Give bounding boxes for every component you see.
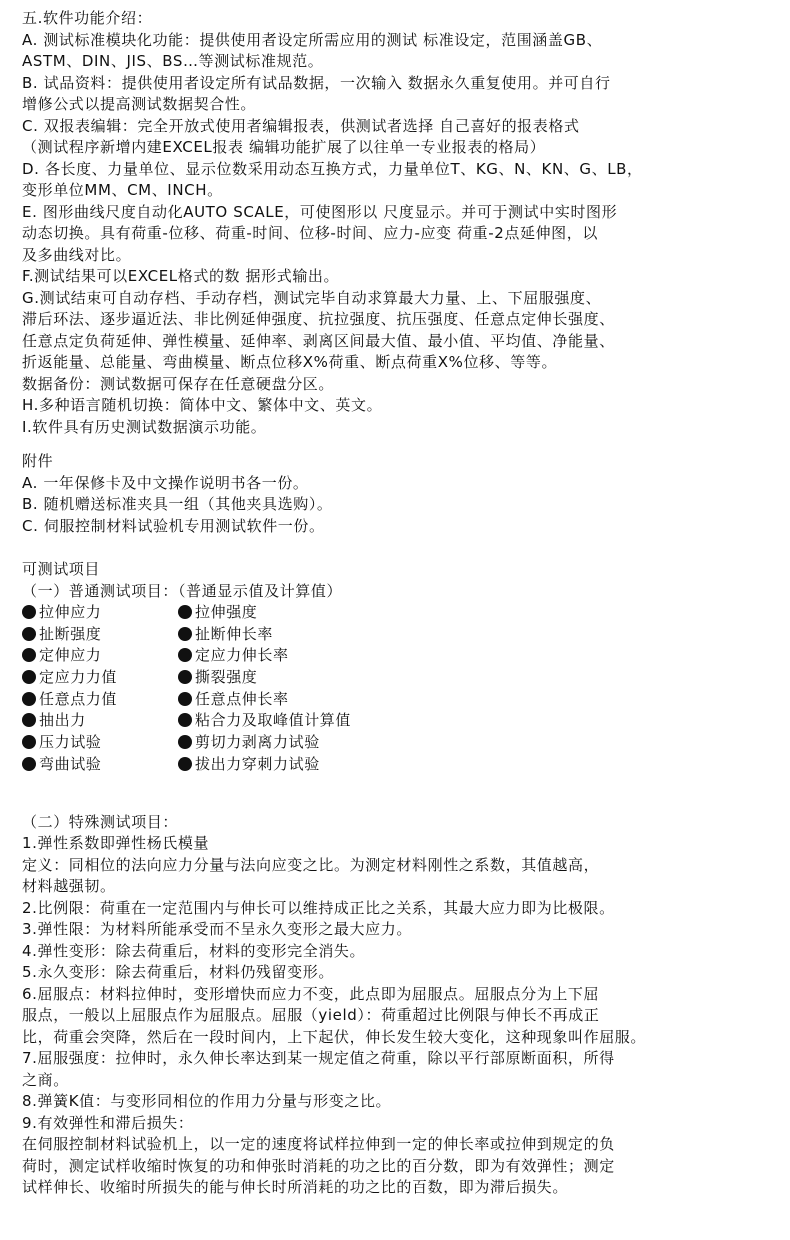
test-item-label: 拔出力穿刺力试验 — [195, 754, 320, 773]
bullet-icon — [178, 670, 192, 684]
test-item — [178, 732, 786, 754]
bullet-icon — [22, 692, 36, 706]
bullet-icon — [22, 648, 36, 662]
special-item-line: 荷时，测定试样收缩时恢复的功和伸张时消耗的功之比的百分数，即为有效弹性；测定 — [22, 1156, 615, 1175]
special-item-line: 9.有效弹性和滞后损失： — [22, 1113, 194, 1132]
features-list — [22, 30, 786, 439]
special-item-line: 在伺服控制材料试验机上，以一定的速度将试样拉伸到一定的伸长率或拉伸到规定的负 — [22, 1135, 615, 1153]
test-item — [178, 602, 786, 624]
special-item-line: 服点，一般以上屈服点作为屈服点。屈服（yield）：荷重超过比例限与伸长不再成正 — [22, 1006, 600, 1024]
attachment-line: C. 伺服控制材料试验机专用测试软件一份。 — [22, 516, 325, 535]
software-features-section — [22, 8, 786, 438]
bullet-icon — [178, 757, 192, 771]
bullet-icon — [178, 692, 192, 706]
bullet-icon — [178, 713, 192, 727]
special-item-line: 之商。 — [22, 1070, 69, 1089]
bullet-icon — [22, 627, 36, 641]
test-item-label: 定应力力值 — [39, 668, 118, 687]
feature-line: （测试程序新增内建EXCEL报表 编辑功能扩展了以往单一专业报表的格局） — [22, 138, 546, 156]
test-item — [22, 602, 178, 624]
test-item-label: 扯断强度 — [39, 624, 102, 643]
test-item-label: 弯曲试验 — [39, 754, 102, 773]
attachment-line: B. 随机赠送标准夹具一组（其他夹具选购）。 — [22, 495, 333, 513]
section-heading: 可测试项目 — [22, 560, 101, 578]
attachments-section — [22, 451, 786, 537]
test-item-label: 拉伸强度 — [195, 603, 258, 621]
special-item-line: 3.弹性限：为材料所能承受而不呈永久变形之最大应力。 — [22, 920, 412, 938]
general-test-items-grid — [22, 602, 786, 776]
bullet-icon — [178, 648, 192, 662]
test-item — [178, 754, 786, 776]
special-item-line: 6.屈服点：材料拉伸时，变形增快而应力不变，此点即为屈服点。屈服点分为上下屈 — [22, 984, 600, 1003]
subsection-heading: （一）普通测试项目：（普通显示值及计算值） — [22, 581, 343, 600]
test-item — [22, 667, 178, 689]
special-item-line: 定义：同相位的法向应力分量与法向应变之比。为测定材料刚性之系数，其值越高， — [22, 855, 600, 874]
feature-line: 动态切换。具有荷重-位移、荷重-时间、位移-时间、应力-应变 荷重-2点延伸图，以 — [22, 224, 598, 242]
feature-line: C. 双报表编辑：完全开放式使用者编辑报表，供测试者选择 自己喜好的报表格式 — [22, 116, 580, 135]
section-heading: 五.软件功能介绍： — [22, 9, 153, 27]
special-items-list — [22, 833, 786, 1199]
test-item — [178, 645, 786, 667]
feature-line: 任意点定负荷延伸、弹性模量、延伸率、剥离区间最大值、最小值、平均值、净能量、 — [22, 331, 615, 350]
feature-line: B. 试品资料：提供使用者设定所有试品数据，一次输入 数据永久重复使用。并可自行 — [22, 73, 611, 92]
test-item — [22, 754, 178, 776]
subsection-heading: （二）特殊测试项目： — [22, 812, 179, 831]
section-heading: 附件 — [22, 452, 54, 470]
feature-line: A. 测试标准模块化功能：提供使用者设定所需应用的测试 标准设定，范围涵盖GB、 — [22, 30, 603, 49]
test-item — [22, 624, 178, 646]
bullet-icon — [178, 605, 192, 619]
test-item-label: 扯断伸长率 — [195, 624, 274, 643]
test-item-label: 压力试验 — [39, 733, 102, 752]
special-item-line: 5.永久变形：除去荷重后，材料仍残留变形。 — [22, 963, 334, 981]
bullet-icon — [22, 735, 36, 749]
document-page — [22, 8, 786, 1199]
bullet-icon — [22, 670, 36, 684]
test-item — [178, 689, 786, 711]
special-item-line: 2.比例限：荷重在一定范围内与伸长可以维持成正比之关系，其最大应力即为比极限。 — [22, 898, 615, 917]
feature-line: G.测试结束可自动存档、手动存档，测试完毕自动求算最大力量、上、下屈服强度、 — [22, 288, 602, 307]
attachments-list — [22, 473, 786, 538]
feature-line: I.软件具有历史测试数据演示功能。 — [22, 417, 267, 436]
test-item — [22, 732, 178, 754]
feature-line: H.多种语言随机切换：简体中文、繁体中文、英文。 — [22, 396, 383, 414]
feature-line: 变形单位MM、CM、INCH。 — [22, 181, 223, 199]
test-item — [178, 624, 786, 646]
special-item-line: 7.屈服强度：拉伸时，永久伸长率达到某一规定值之荷重，除以平行部原断面积，所得 — [22, 1049, 615, 1067]
test-item-label: 定伸应力 — [39, 646, 102, 665]
test-item-label: 粘合力及取峰值计算值 — [195, 711, 352, 730]
test-item-label: 定应力伸长率 — [195, 646, 289, 665]
bullet-icon — [22, 605, 36, 619]
feature-line: F.测试结果可以EXCEL格式的数 据形式输出。 — [22, 267, 340, 285]
special-item-line: 8.弹簧K值：与变形同相位的作用力分量与形变之比。 — [22, 1092, 392, 1110]
feature-line: 折返能量、总能量、弯曲模量、断点位移X%荷重、断点荷重X%位移、等等。 — [22, 353, 558, 371]
bullet-icon — [178, 735, 192, 749]
bullet-icon — [22, 713, 36, 727]
test-item — [178, 710, 786, 732]
test-item-label: 任意点伸长率 — [195, 689, 289, 708]
test-item-label: 剪切力剥离力试验 — [195, 733, 320, 752]
special-item-line: 4.弹性变形：除去荷重后，材料的变形完全消失。 — [22, 941, 366, 960]
feature-line: 滞后环法、逐步逼近法、非比例延伸强度、抗拉强度、抗压强度、任意点定伸长强度、 — [22, 310, 615, 328]
feature-line: E. 图形曲线尺度自动化AUTO SCALE，可使图形以 尺度显示。并可于测试中实时图形 — [22, 202, 618, 221]
test-item-label: 抽出力 — [39, 711, 86, 730]
special-item-line: 比，荷重会突降，然后在一段时间内，上下起伏，伸长发生较大变化，这种现象叫作屈服。 — [22, 1027, 647, 1046]
test-item — [22, 689, 178, 711]
test-item — [22, 710, 178, 732]
special-item-line: 材料越强韧。 — [22, 877, 116, 895]
bullet-icon — [22, 757, 36, 771]
special-test-items-section — [22, 812, 786, 1199]
attachment-line: A. 一年保修卡及中文操作说明书各一份。 — [22, 473, 309, 492]
special-item-line: 1.弹性系数即弹性杨氏模量 — [22, 834, 210, 852]
test-item — [178, 667, 786, 689]
feature-line: 数据备份：测试数据可保存在任意硬盘分区。 — [22, 374, 335, 393]
test-item-label: 拉伸应力 — [39, 603, 102, 621]
special-item-line: 试样伸长、收缩时所损失的能与伸长时所消耗的功之比的百数，即为滞后损失。 — [22, 1178, 569, 1196]
feature-line: 及多曲线对比。 — [22, 245, 132, 264]
test-items-section — [22, 559, 786, 776]
feature-line: 增修公式以提高测试数据契合性。 — [22, 95, 257, 113]
test-item-label: 撕裂强度 — [195, 668, 258, 687]
bullet-icon — [178, 627, 192, 641]
test-item-label: 任意点力值 — [39, 689, 118, 708]
test-item — [22, 645, 178, 667]
feature-line: ASTM、DIN、JIS、BS…等测试标准规范。 — [22, 52, 324, 70]
feature-line: D. 各长度、力量单位、显示位数采用动态互换方式，力量单位T、KG、N、KN、G、LB， — [22, 159, 643, 178]
